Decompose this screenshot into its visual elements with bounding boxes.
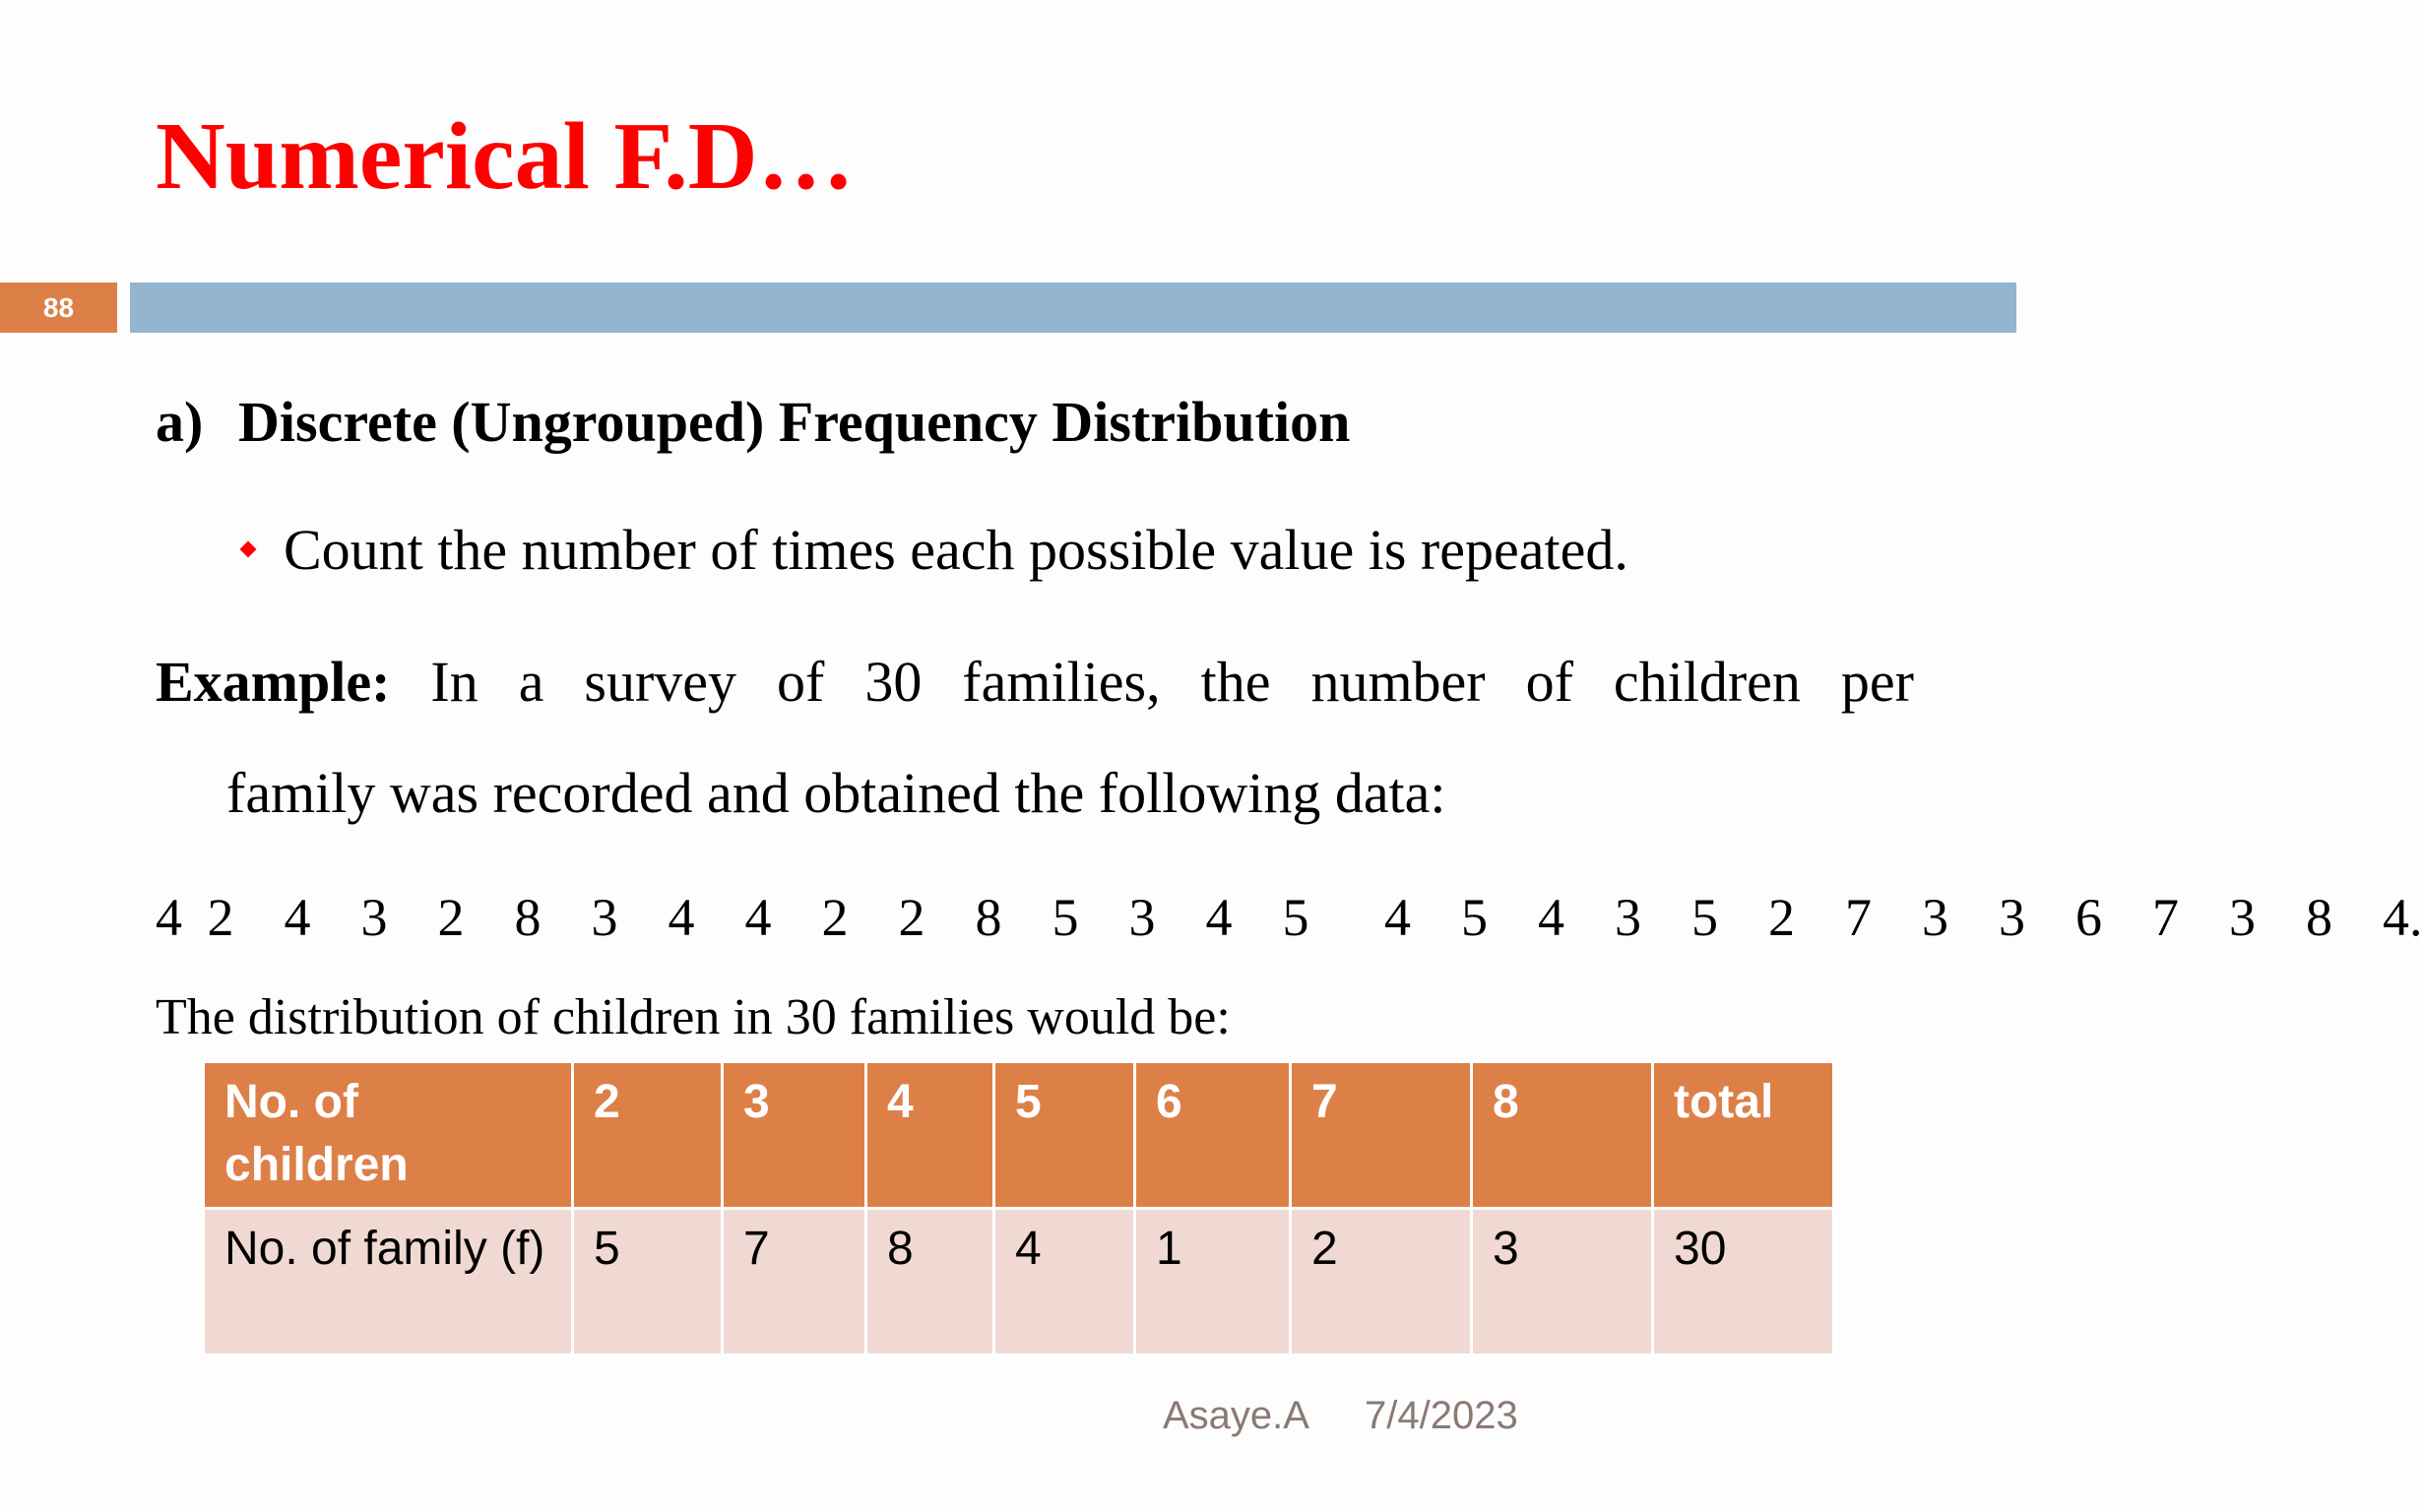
example-line-2: family was recorded and obtained the following data: <box>226 761 1446 825</box>
table-header-cell: 8 <box>1472 1062 1653 1209</box>
distribution-intro: The distribution of children in 30 families would be: <box>156 989 1231 1045</box>
example-word: a <box>518 650 544 714</box>
example-word: of <box>1525 650 1573 714</box>
example-word: of <box>777 650 825 714</box>
title-divider-bar <box>130 283 2016 333</box>
section-heading <box>156 390 1351 454</box>
table-row <box>204 1209 1834 1355</box>
table-header-cell: 2 <box>573 1062 723 1209</box>
example-line-1 <box>156 650 1914 714</box>
example-label: Example: <box>156 650 391 714</box>
table-header-cell: No. of children <box>204 1062 573 1209</box>
table-cell: No. of family (f) <box>204 1209 573 1355</box>
table-cell: 5 <box>573 1209 723 1355</box>
raw-data-values: 4 2 4 3 2 8 3 4 4 2 2 8 5 3 4 5 4 5 4 3 5 2 7 3 3 6 7 3 8 4. <box>156 888 2423 947</box>
example-word: children <box>1613 650 1801 714</box>
table-header-cell: 6 <box>1135 1062 1291 1209</box>
table-cell: 30 <box>1653 1209 1834 1355</box>
example-word: per <box>1840 650 1914 714</box>
table-header-row <box>204 1062 1834 1209</box>
table-cell: 8 <box>866 1209 994 1355</box>
table-header-cell: 4 <box>866 1062 994 1209</box>
footer-author: Asaye.A <box>1163 1394 1309 1437</box>
table-cell: 1 <box>1135 1209 1291 1355</box>
table-cell: 2 <box>1291 1209 1472 1355</box>
table-cell: 7 <box>723 1209 866 1355</box>
heading-text: Discrete (Ungrouped) Frequency Distribution <box>238 390 1351 454</box>
table-cell: 4 <box>994 1209 1135 1355</box>
table-header-cell: 7 <box>1291 1062 1472 1209</box>
table-cell: 3 <box>1472 1209 1653 1355</box>
table-header-cell: 5 <box>994 1062 1135 1209</box>
frequency-table <box>202 1060 1835 1356</box>
example-word: In <box>430 650 478 714</box>
table-header-cell: 3 <box>723 1062 866 1209</box>
example-word: families, <box>962 650 1161 714</box>
bullet-text: Count the number of times each possible value is repeated. <box>284 518 1628 582</box>
slide-number: 88 <box>0 283 117 333</box>
example-word: the <box>1200 650 1271 714</box>
example-word: survey <box>584 650 737 714</box>
bullet-item <box>242 518 1628 582</box>
heading-marker: a) <box>156 390 204 454</box>
example-word: number <box>1310 650 1486 714</box>
slide-title: Numerical F.D… <box>156 103 855 210</box>
diamond-bullet-icon <box>240 541 257 558</box>
table-header-cell: total <box>1653 1062 1834 1209</box>
example-word: 30 <box>864 650 923 714</box>
footer-date: 7/4/2023 <box>1365 1394 1518 1437</box>
